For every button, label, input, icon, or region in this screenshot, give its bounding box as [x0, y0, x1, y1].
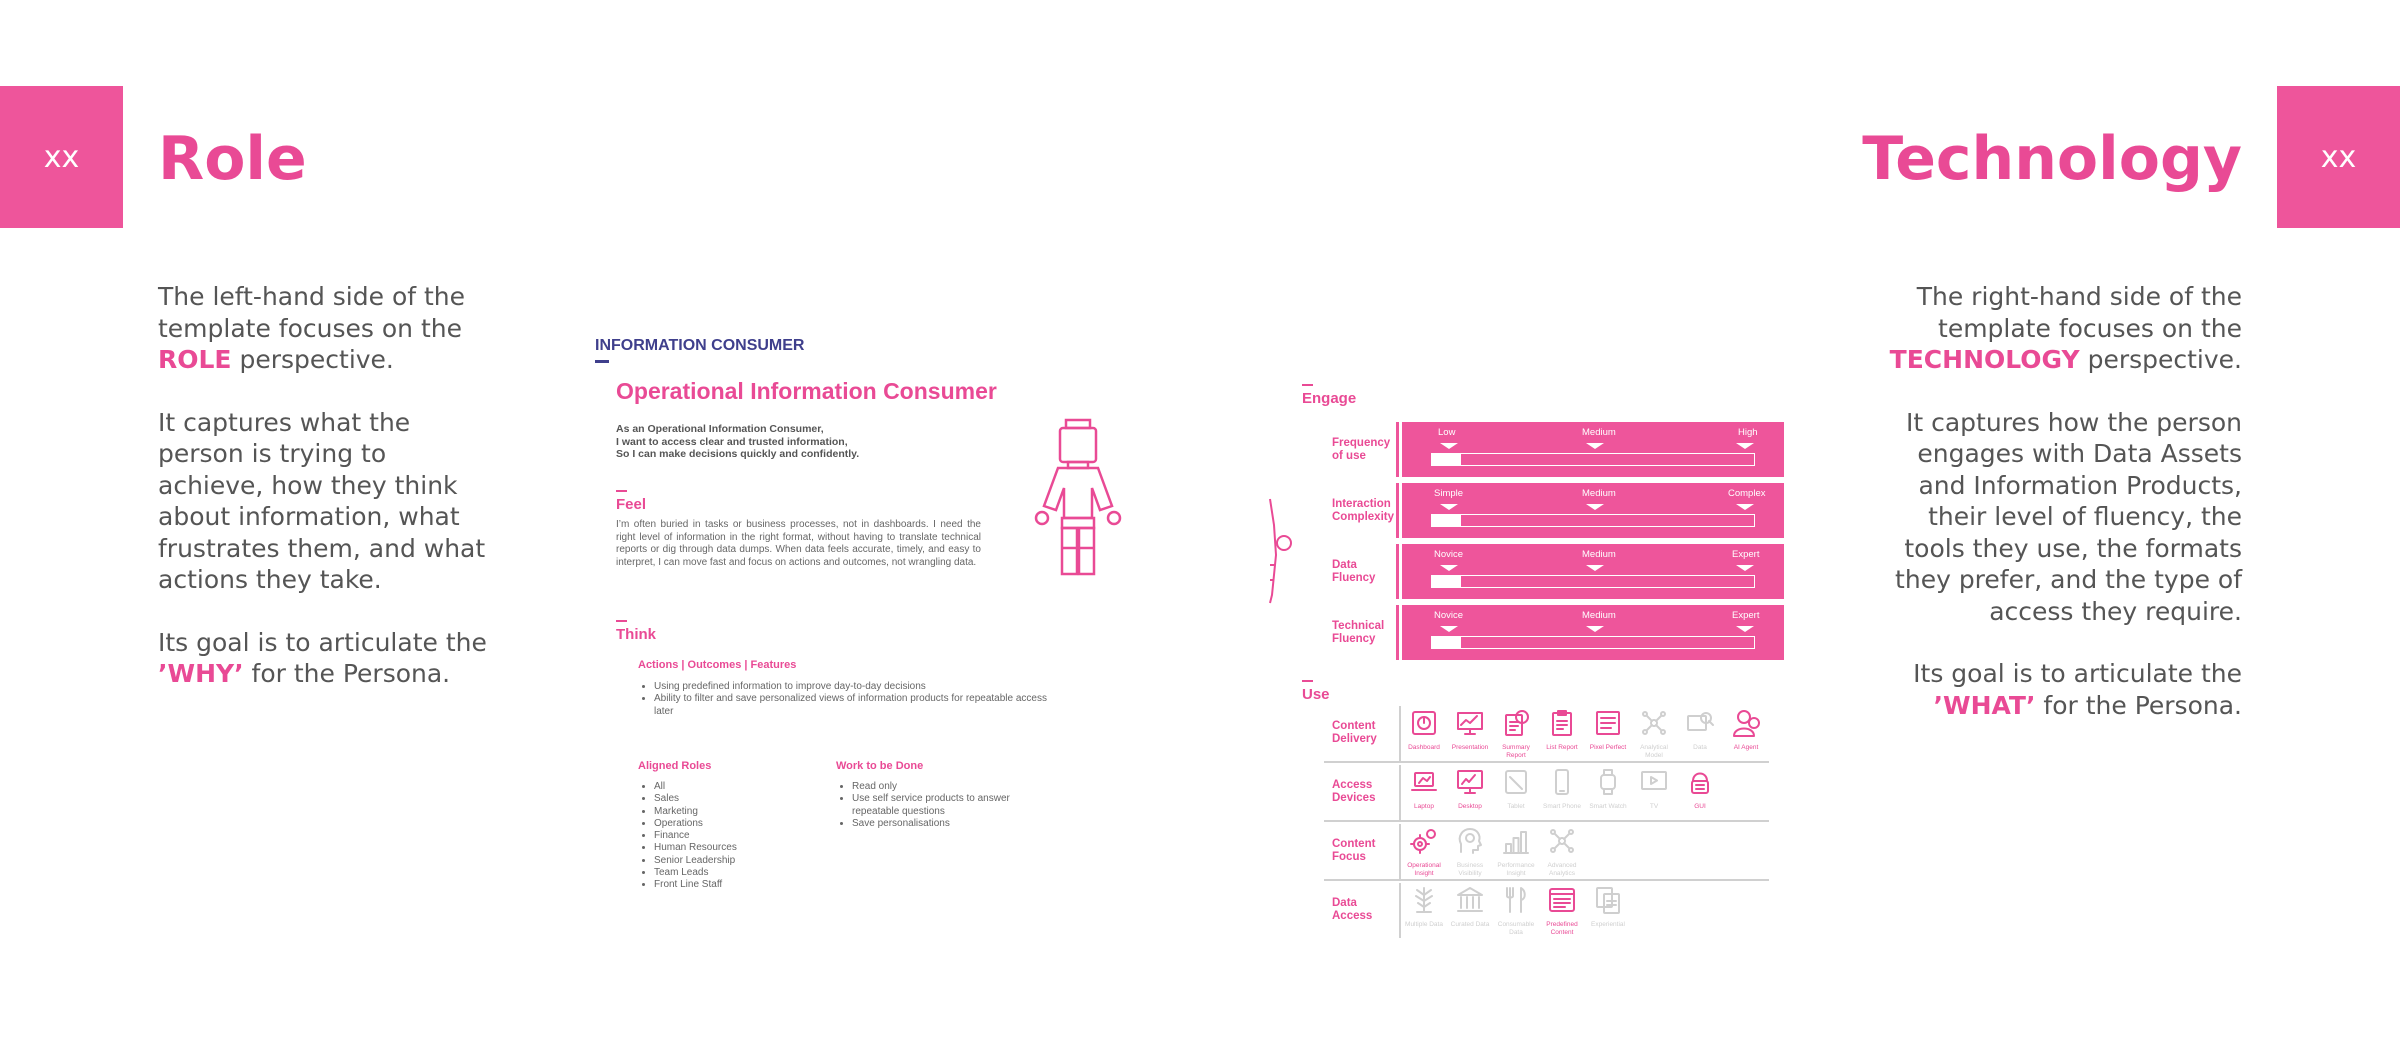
- list-report-icon: [1547, 708, 1577, 743]
- bar-chart-icon: [1501, 826, 1531, 861]
- tick-novice: Novice: [1434, 549, 1464, 560]
- use-item-label: Smart Watch: [1589, 803, 1627, 810]
- use-item-label: Tablet: [1507, 803, 1525, 810]
- use-item-label: Advanced Analytics: [1547, 862, 1577, 877]
- tick-complex: Complex: [1728, 488, 1766, 499]
- list-item: • Ability to filter and save personalized views of information products for repeatable access later: [654, 693, 1049, 718]
- use-item-label: Curated Data: [1450, 921, 1490, 928]
- list-item: • Front Line Staff: [654, 879, 814, 891]
- engage-slider-track: [1431, 636, 1755, 649]
- tick-marker: [1440, 443, 1458, 449]
- tick-marker: [1586, 626, 1604, 632]
- use-item-label: List Report: [1546, 744, 1578, 751]
- smart-watch-icon: [1593, 767, 1623, 802]
- use-item-label: Analytical Model: [1640, 744, 1668, 759]
- use-item-label: Predefined Content: [1546, 921, 1578, 936]
- cutlery-icon: [1501, 885, 1531, 920]
- use-item-label: Pixel Perfect: [1589, 744, 1627, 751]
- smart-phone-icon: [1547, 767, 1577, 802]
- use-item-curated-data: [1447, 883, 1493, 938]
- right-intro: [1887, 281, 2242, 752]
- engage-row-interaction: [1324, 483, 1784, 538]
- use-icons: [1399, 706, 1769, 761]
- right-tab: [2277, 86, 2400, 228]
- tick-expert: Expert: [1732, 610, 1760, 621]
- use-item-label: Presentation: [1451, 744, 1489, 751]
- tick-novice: Novice: [1434, 610, 1464, 621]
- think-tick: [616, 620, 627, 622]
- statement-line-3: So I can make decisions quickly and confidently.: [616, 448, 860, 460]
- engage-slider-fill: [1432, 454, 1461, 465]
- tree-icon: [1409, 885, 1439, 920]
- tick-high: High: [1738, 427, 1758, 438]
- right-tab-marker: xx: [2320, 139, 2357, 175]
- think-list: [640, 681, 1049, 718]
- data-icon: [1685, 708, 1715, 743]
- ai-agent-icon: [1731, 708, 1761, 743]
- tablet-icon: [1501, 767, 1531, 802]
- use-item-label: Business Visibility: [1456, 862, 1484, 877]
- engage-tick: [1302, 384, 1313, 386]
- use-item-label: Multiple Data: [1405, 921, 1443, 928]
- use-item-summary-report: [1493, 706, 1539, 761]
- use-row-label: Data Access: [1332, 896, 1373, 922]
- use-item-smart-watch: [1585, 765, 1631, 820]
- gui-icon: [1685, 767, 1715, 802]
- list-item: • Senior Leadership: [654, 855, 814, 867]
- documents-icon: [1593, 885, 1623, 920]
- work-to-be-done-list: [838, 781, 1047, 830]
- engage-slider-fill: [1432, 515, 1461, 526]
- list-item: • Using predefined information to improve day-to-day decisions: [654, 681, 1049, 693]
- engage-row-frequency: [1324, 422, 1784, 477]
- right-intro-p1: The right-hand side of the template focuses on the TECHNOLOGY perspective.: [1889, 282, 2242, 374]
- engage-slider-track: [1431, 453, 1755, 466]
- use-item-label: Consumable Data: [1497, 921, 1535, 936]
- feel-heading: Feel: [616, 496, 647, 513]
- laptop-icon: [1409, 767, 1439, 802]
- engage-row-label: Interaction Complexity: [1324, 483, 1399, 538]
- use-item-experiential: [1585, 883, 1631, 938]
- use-item-multiple-data: [1401, 883, 1447, 938]
- engage-row-technical-fluency: [1324, 605, 1784, 660]
- tick-marker: [1440, 504, 1458, 510]
- use-row-label: Content Focus: [1332, 837, 1376, 863]
- use-row-content-focus: [1324, 822, 1769, 881]
- tick-medium: Medium: [1582, 488, 1616, 499]
- use-item-label: Experiential: [1591, 921, 1625, 928]
- use-item-desktop: [1447, 765, 1493, 820]
- presentation-icon: [1455, 708, 1485, 743]
- left-title: Role: [158, 124, 307, 194]
- use-row-label: Access Devices: [1332, 778, 1376, 804]
- left-intro-p1: The left-hand side of the template focuses on the ROLE perspective.: [158, 282, 466, 374]
- engage-scale: [1402, 544, 1784, 599]
- engage-slider-track: [1431, 575, 1755, 588]
- left-intro-p3: Its goal is to articulate the ’WHY’ for the Persona.: [158, 627, 487, 688]
- figure-hand-icon: [1262, 495, 1302, 607]
- list-item: • Use self service products to answer repeatable questions: [852, 793, 1047, 818]
- use-item-label: Desktop: [1458, 803, 1482, 810]
- engage-row-label: Frequency of use: [1324, 422, 1399, 477]
- tv-icon: [1639, 767, 1669, 802]
- use-item-label: Data: [1693, 744, 1707, 751]
- left-tab-marker: xx: [43, 139, 80, 175]
- use-item-label: Summary Report: [1502, 744, 1530, 759]
- list-item: • Operations: [654, 818, 814, 830]
- tick-marker: [1736, 443, 1754, 449]
- left-tab: [0, 86, 123, 228]
- work-to-be-done-heading: Work to be Done: [836, 760, 924, 772]
- use-item-ai-agent: [1723, 706, 1769, 761]
- tick-expert: Expert: [1732, 549, 1760, 560]
- engage-row-label: Technical Fluency: [1324, 605, 1399, 660]
- use-row-access-devices: [1324, 763, 1769, 822]
- use-item-smart-phone: [1539, 765, 1585, 820]
- engage-row-data-fluency: [1324, 544, 1784, 599]
- bank-icon: [1455, 885, 1485, 920]
- tick-marker: [1736, 565, 1754, 571]
- use-icons: [1399, 824, 1585, 879]
- engage-scale: [1402, 605, 1784, 660]
- dashboard-icon: [1409, 708, 1439, 743]
- tick-marker: [1736, 626, 1754, 632]
- use-row-data-access: [1324, 881, 1769, 938]
- use-item-gui: [1677, 765, 1723, 820]
- statement-line-1: As an Operational Information Consumer,: [616, 423, 824, 435]
- use-item-label: Laptop: [1414, 803, 1434, 810]
- use-item-tablet: [1493, 765, 1539, 820]
- statement-line-2: I want to access clear and trusted information,: [616, 435, 848, 448]
- list-item: • Save personalisations: [852, 818, 1047, 830]
- feel-text: I’m often buried in tasks or business processes, not in dashboards. I need the right level of information in the right format, without having to translate technical reports or dig through data dumps. When data feels accurate, timely, and easy to interpret, I can move fast and focus on actions and outcomes, not wrangling data.: [616, 519, 981, 568]
- gears-icon: [1409, 826, 1439, 861]
- desktop-icon: [1455, 767, 1485, 802]
- use-item-dashboard: [1401, 706, 1447, 761]
- use-row-label: Content Delivery: [1332, 719, 1377, 745]
- left-intro: [158, 281, 498, 721]
- tick-marker: [1586, 565, 1604, 571]
- use-heading: Use: [1302, 686, 1330, 703]
- use-item-performance-insight: [1493, 824, 1539, 879]
- summary-report-icon: [1501, 708, 1531, 743]
- tick-low: Low: [1438, 427, 1456, 438]
- feel-tick: [616, 490, 627, 492]
- list-item: • Read only: [852, 781, 1047, 793]
- right-intro-p2: It captures how the person engages with Data Assets and Information Products, their level of fluency, the tools they use, the formats they prefer, and the type of access they require.: [1895, 407, 2242, 626]
- use-item-label: Smart Phone: [1543, 803, 1581, 810]
- tick-medium: Medium: [1582, 427, 1616, 438]
- tick-marker: [1586, 504, 1604, 510]
- use-item-label: Dashboard: [1408, 744, 1440, 751]
- predefined-icon: [1547, 885, 1577, 920]
- figure-icon: [1030, 418, 1130, 578]
- list-item: • All: [654, 781, 814, 793]
- think-subheading: Actions | Outcomes | Features: [638, 659, 797, 671]
- think-heading: Think: [616, 626, 656, 643]
- head-icon: [1455, 826, 1485, 861]
- engage-slider-fill: [1432, 576, 1461, 587]
- use-icons: [1399, 765, 1723, 820]
- persona-name: Operational Information Consumer: [616, 378, 997, 404]
- engage-scale: [1402, 422, 1784, 477]
- aligned-roles-heading: Aligned Roles: [638, 760, 712, 772]
- use-item-tv: [1631, 765, 1677, 820]
- use-item-laptop: [1401, 765, 1447, 820]
- list-item: • Finance: [654, 830, 814, 842]
- use-tick: [1302, 680, 1313, 682]
- use-item-advanced-analytics: [1539, 824, 1585, 879]
- tick-simple: Simple: [1434, 488, 1464, 499]
- engage-slider-fill: [1432, 637, 1461, 648]
- use-row-content-delivery: [1324, 704, 1769, 763]
- tick-marker: [1586, 443, 1604, 449]
- tick-marker: [1736, 504, 1754, 510]
- use-item-list-report: [1539, 706, 1585, 761]
- category-underline: [595, 360, 609, 363]
- use-item-analytical-model: [1631, 706, 1677, 761]
- list-item: • Human Resources: [654, 842, 814, 854]
- use-item-consumable-data: [1493, 883, 1539, 938]
- use-item-data: [1677, 706, 1723, 761]
- engage-scale: [1402, 483, 1784, 538]
- engage-heading: Engage: [1302, 390, 1357, 407]
- persona-statement: [616, 423, 859, 461]
- use-item-label: Performance Insight: [1497, 862, 1535, 877]
- right-title: Technology: [1862, 124, 2242, 194]
- use-item-label: AI Agent: [1733, 744, 1759, 751]
- use-item-operational-insight: [1401, 824, 1447, 879]
- engage-row-label: Data Fluency: [1324, 544, 1399, 599]
- network-icon: [1547, 826, 1577, 861]
- use-icons: [1399, 883, 1631, 938]
- list-item: • Marketing: [654, 806, 814, 818]
- persona-category: INFORMATION CONSUMER: [595, 337, 805, 354]
- right-intro-p3: Its goal is to articulate the ’WHAT’ for the Persona.: [1913, 659, 2242, 720]
- list-item: • Sales: [654, 793, 814, 805]
- pixel-perfect-icon: [1593, 708, 1623, 743]
- list-item: • Team Leads: [654, 867, 814, 879]
- use-panel: [1324, 704, 1769, 944]
- aligned-roles-list: [640, 781, 814, 892]
- use-item-pixel-perfect: [1585, 706, 1631, 761]
- analytical-model-icon: [1639, 708, 1669, 743]
- use-item-business-visibility: [1447, 824, 1493, 879]
- engage-panel: [1324, 422, 1784, 662]
- tick-medium: Medium: [1582, 610, 1616, 621]
- tick-marker: [1440, 626, 1458, 632]
- use-item-label: GUI: [1694, 803, 1706, 810]
- engage-slider-track: [1431, 514, 1755, 527]
- tick-marker: [1440, 565, 1458, 571]
- tick-medium: Medium: [1582, 549, 1616, 560]
- use-item-predefined-content: [1539, 883, 1585, 938]
- use-item-presentation: [1447, 706, 1493, 761]
- left-intro-p2: It captures what the person is trying to achieve, how they think about information, what frustrates them, and what actions they take.: [158, 407, 486, 594]
- use-item-label: TV: [1649, 803, 1659, 810]
- use-item-label: Operational Insight: [1407, 862, 1441, 877]
